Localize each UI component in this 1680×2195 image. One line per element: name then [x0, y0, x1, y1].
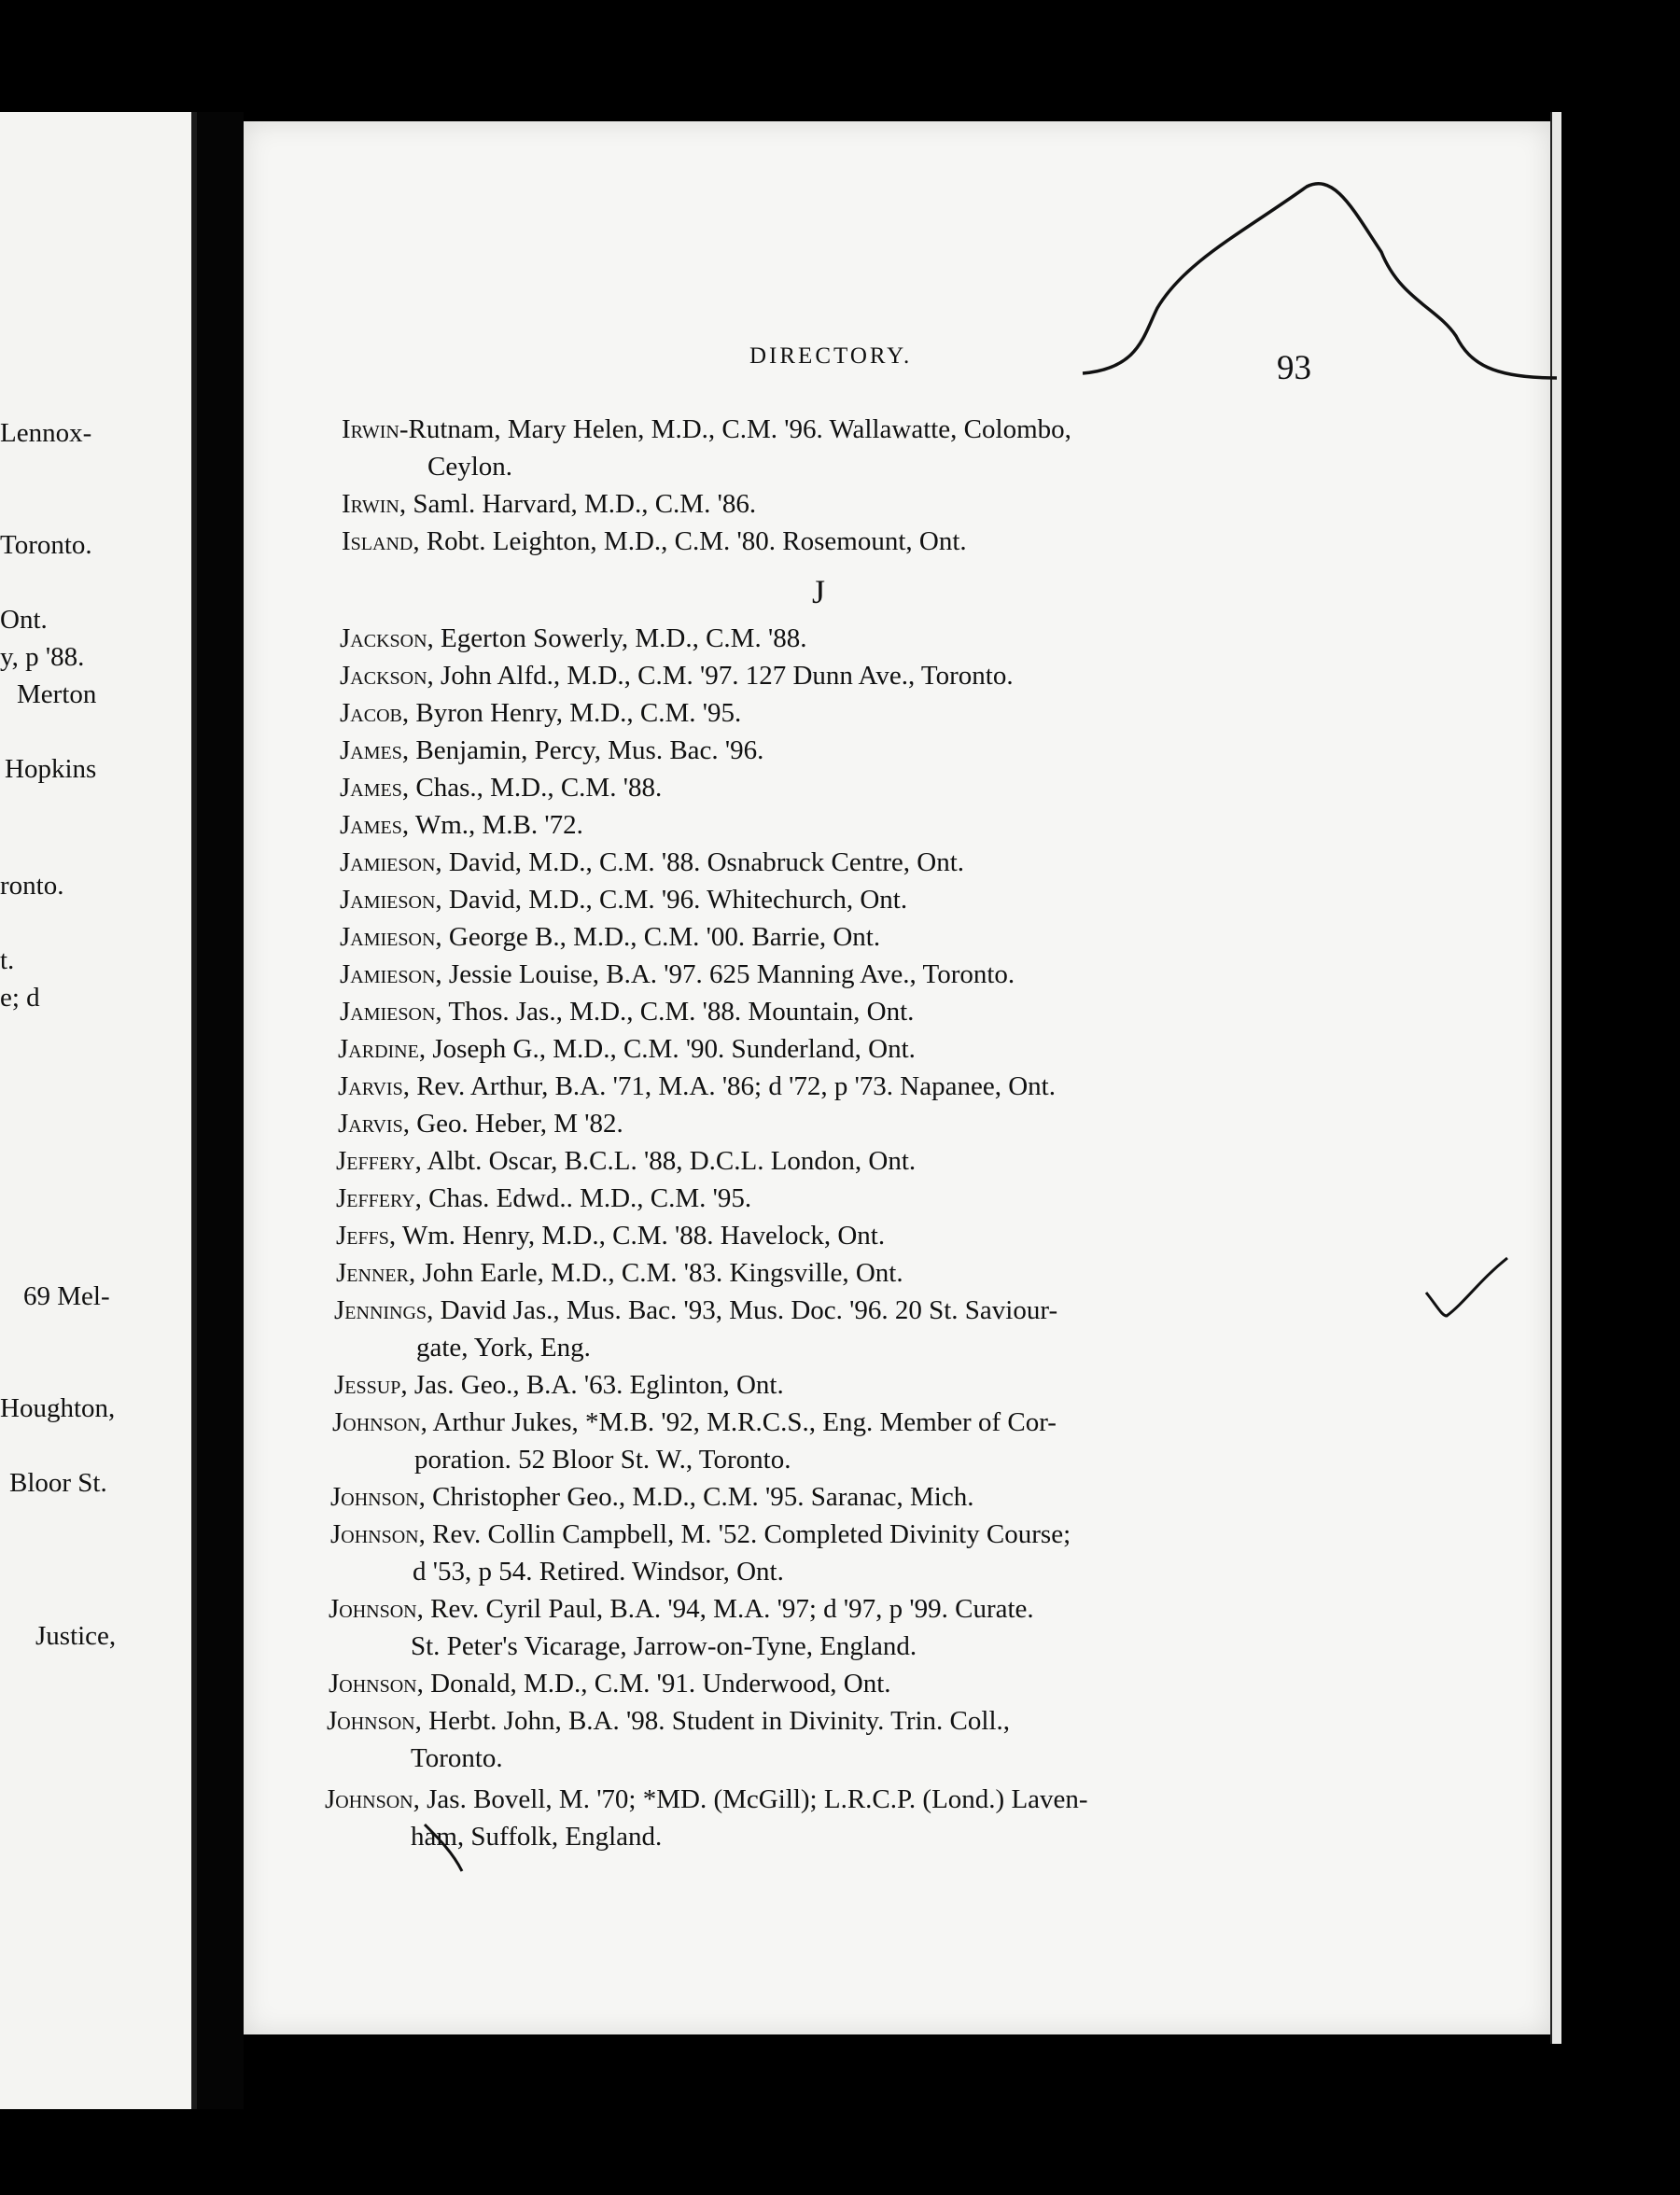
directory-entry: Irwin, Saml. Harvard, M.D., C.M. '86.	[342, 489, 757, 519]
directory-entry: Jamieson, David, M.D., C.M. '88. Osnabruck Centre, Ont.	[340, 847, 965, 877]
directory-entry: Jeffery, Chas. Edwd.. M.D., C.M. '95.	[336, 1183, 752, 1213]
directory-entry: Jarvis, Rev. Arthur, B.A. '71, M.A. '86; d '72, p '73. Napanee, Ont.	[338, 1071, 1056, 1101]
directory-entry: Jessup, Jas. Geo., B.A. '63. Eglinton, Ont.	[334, 1370, 784, 1400]
directory-entry: Johnson, Donald, M.D., C.M. '91. Underwood, Ont.	[329, 1669, 891, 1699]
directory-entry-continuation: d '53, p 54. Retired. Windsor, Ont.	[413, 1557, 784, 1587]
left-page-fragment	[0, 112, 197, 2109]
directory-entry: Jamieson, George B., M.D., C.M. '00. Barrie, Ont.	[340, 922, 881, 952]
directory-entry-continuation: St. Peter's Vicarage, Jarrow-on-Tyne, England.	[411, 1631, 917, 1661]
section-letter: J	[812, 573, 826, 610]
directory-entry: Jeffs, Wm. Henry, M.D., C.M. '88. Havelock, Ont.	[336, 1221, 886, 1251]
left-fragment: y, p '88.	[0, 642, 85, 672]
left-fragment: Ont.	[0, 605, 48, 635]
directory-entry: Jeffery, Albt. Oscar, B.C.L. '88, D.C.L. London, Ont.	[336, 1146, 917, 1176]
left-fragment: Bloor St.	[9, 1468, 107, 1498]
directory-entry: Johnson, Jas. Bovell, M. '70; *MD. (McGill); L.R.C.P. (Lond.) Laven-	[325, 1784, 1088, 1814]
directory-entry: Jennings, David Jas., Mus. Bac. '93, Mus. Doc. '96. 20 St. Saviour-	[334, 1295, 1058, 1325]
directory-entry: James, Chas., M.D., C.M. '88.	[340, 773, 663, 803]
directory-entry: Jardine, Joseph G., M.D., C.M. '90. Sunderland, Ont.	[338, 1034, 916, 1064]
left-fragment: Lennox-	[0, 418, 92, 448]
page-edge	[1550, 112, 1561, 2044]
left-fragment: t.	[0, 945, 15, 975]
directory-entry: Johnson, Rev. Collin Campbell, M. '52. Completed Divinity Course;	[330, 1519, 1071, 1549]
directory-entry: Jamieson, Thos. Jas., M.D., C.M. '88. Mountain, Ont.	[340, 997, 915, 1027]
directory-entry-continuation: ham, Suffolk, England.	[411, 1822, 663, 1852]
left-fragment: e; d	[0, 983, 40, 1013]
directory-entry: Jamieson, Jessie Louise, B.A. '97. 625 Manning Ave., Toronto.	[340, 959, 1015, 989]
page-header: DIRECTORY.	[749, 343, 913, 369]
directory-entry: Jackson, John Alfd., M.D., C.M. '97. 127 Dunn Ave., Toronto.	[340, 661, 1014, 691]
directory-entry-continuation: Toronto.	[411, 1743, 503, 1773]
directory-entry: Johnson, Herbt. John, B.A. '98. Student in Divinity. Trin. Coll.,	[327, 1706, 1011, 1736]
book-gutter	[197, 112, 244, 2109]
directory-entry: Johnson, Christopher Geo., M.D., C.M. '95. Saranac, Mich.	[330, 1482, 974, 1512]
left-fragment: Hopkins	[5, 754, 97, 784]
left-fragment: Merton	[17, 679, 97, 709]
directory-entry: Johnson, Arthur Jukes, *M.B. '92, M.R.C.S., Eng. Member of Cor-	[332, 1407, 1057, 1437]
directory-entry: James, Benjamin, Percy, Mus. Bac. '96.	[340, 735, 764, 765]
page-number: 93	[1277, 349, 1311, 387]
directory-entry-continuation: poration. 52 Bloor St. W., Toronto.	[414, 1445, 791, 1475]
left-fragment: Toronto.	[0, 530, 92, 560]
directory-entry: Johnson, Rev. Cyril Paul, B.A. '94, M.A. '97; d '97, p '99. Curate.	[329, 1594, 1034, 1624]
directory-entry: Jacob, Byron Henry, M.D., C.M. '95.	[340, 698, 742, 728]
left-fragment: 69 Mel-	[23, 1281, 110, 1311]
directory-entry-continuation: gate, York, Eng.	[416, 1333, 591, 1363]
directory-entry: Irwin-Rutnam, Mary Helen, M.D., C.M. '96. Wallawatte, Colombo,	[342, 414, 1071, 444]
left-fragment: ronto.	[0, 871, 64, 901]
directory-entry: Jenner, John Earle, M.D., C.M. '83. Kingsville, Ont.	[336, 1258, 903, 1288]
directory-entry-continuation: Ceylon.	[427, 452, 513, 482]
left-fragment: Houghton,	[0, 1393, 116, 1423]
directory-entry: Jamieson, David, M.D., C.M. '96. Whitechurch, Ont.	[340, 885, 908, 915]
directory-entry: Island, Robt. Leighton, M.D., C.M. '80. Rosemount, Ont.	[342, 526, 967, 556]
directory-entry: James, Wm., M.B. '72.	[340, 810, 583, 840]
left-fragment: Justice,	[35, 1621, 117, 1651]
directory-entry: Jackson, Egerton Sowerly, M.D., C.M. '88.	[340, 623, 807, 653]
directory-entry: Jarvis, Geo. Heber, M '82.	[338, 1109, 623, 1139]
